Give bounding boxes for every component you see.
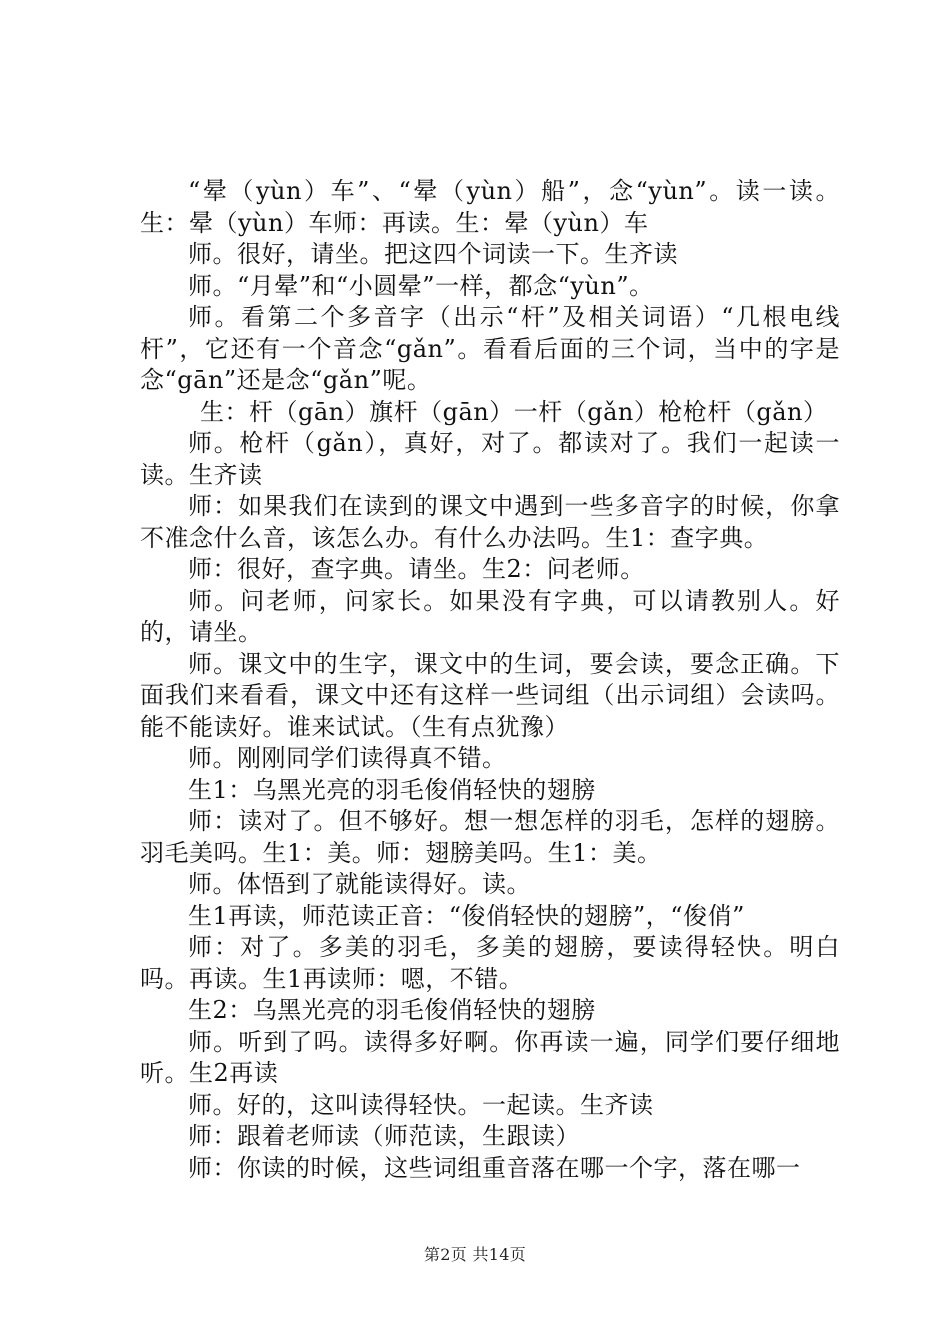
paragraph: 生1再读，师范读正音：“俊俏轻快的翅膀”，“俊俏” (188, 901, 745, 930)
paragraph: “晕（yùn）车”、“晕（yùn）船”，念“yùn”。读一读。生：晕（yùn）车师：再读。生：晕（yùn）车 (140, 177, 840, 237)
paragraph: 师。刚刚同学们读得真不错。 (188, 744, 507, 772)
paragraph: 师：对了。多美的羽毛，多美的翅膀，要读得轻快。明白吗。再读。生1再读师：嗯，不错。 (140, 933, 840, 993)
paragraph: 生：杆（gān）旗杆（gān）一杆（gǎn）枪枪杆（gǎn） (200, 397, 828, 426)
paragraph: 师。看第二个多音字（出示“杆”及相关词语）“几根电线杆”，它还有一个音念“gǎn”。看看后面的三个词，当中的字是念“gān”还是念“gǎn”呢。 (140, 303, 840, 394)
paragraph: 师。枪杆（gǎn），真好，对了。都读对了。我们一起读一读。生齐读 (140, 429, 840, 489)
paragraph: 师：如果我们在读到的课文中遇到一些多音字的时候，你拿不准念什么音，该怎么办。有什么办法吗。生1：查字典。 (140, 492, 840, 552)
paragraph: 生2：乌黑光亮的羽毛俊俏轻快的翅膀 (188, 996, 596, 1024)
paragraph: 师：跟着老师读（师范读，生跟读） (188, 1122, 580, 1150)
paragraph: 师。体悟到了就能读得好。读。 (188, 870, 531, 898)
paragraph: 师。课文中的生字，课文中的生词，要会读，要念正确。下面我们来看看，课文中还有这样一些词组（出示词组）会读吗。能不能读好。谁来试试。（生有点犹豫） (140, 649, 840, 741)
body-text (140, 176, 840, 1184)
page-number-footer: 第2页 共14页 (423, 1245, 527, 1264)
paragraph: 师。好的，这叫读得轻快。一起读。生齐读 (188, 1090, 654, 1119)
paragraph: 师。听到了吗。读得多好啊。你再读一遍，同学们要仔细地听。生2再读 (140, 1027, 840, 1087)
paragraph: 师。很好，请坐。把这四个词读一下。生齐读 (188, 240, 678, 268)
paragraph: 师：读对了。但不够好。想一想怎样的羽毛，怎样的翅膀。羽毛美吗。生1：美。师：翅膀美吗。生1：美。 (140, 807, 840, 867)
paragraph: 师。问老师，问家长。如果没有字典，可以请教别人。好的，请坐。 (140, 586, 840, 646)
paragraph: 师：你读的时候，这些词组重音落在哪一个字，落在哪一 (188, 1153, 801, 1182)
paragraph: 师：很好，查字典。请坐。生2：问老师。 (188, 555, 645, 583)
paragraph: 生1：乌黑光亮的羽毛俊俏轻快的翅膀 (188, 775, 596, 804)
paragraph: 师。“月晕”和“小圆晕”一样，都念“yùn”。 (188, 271, 654, 300)
